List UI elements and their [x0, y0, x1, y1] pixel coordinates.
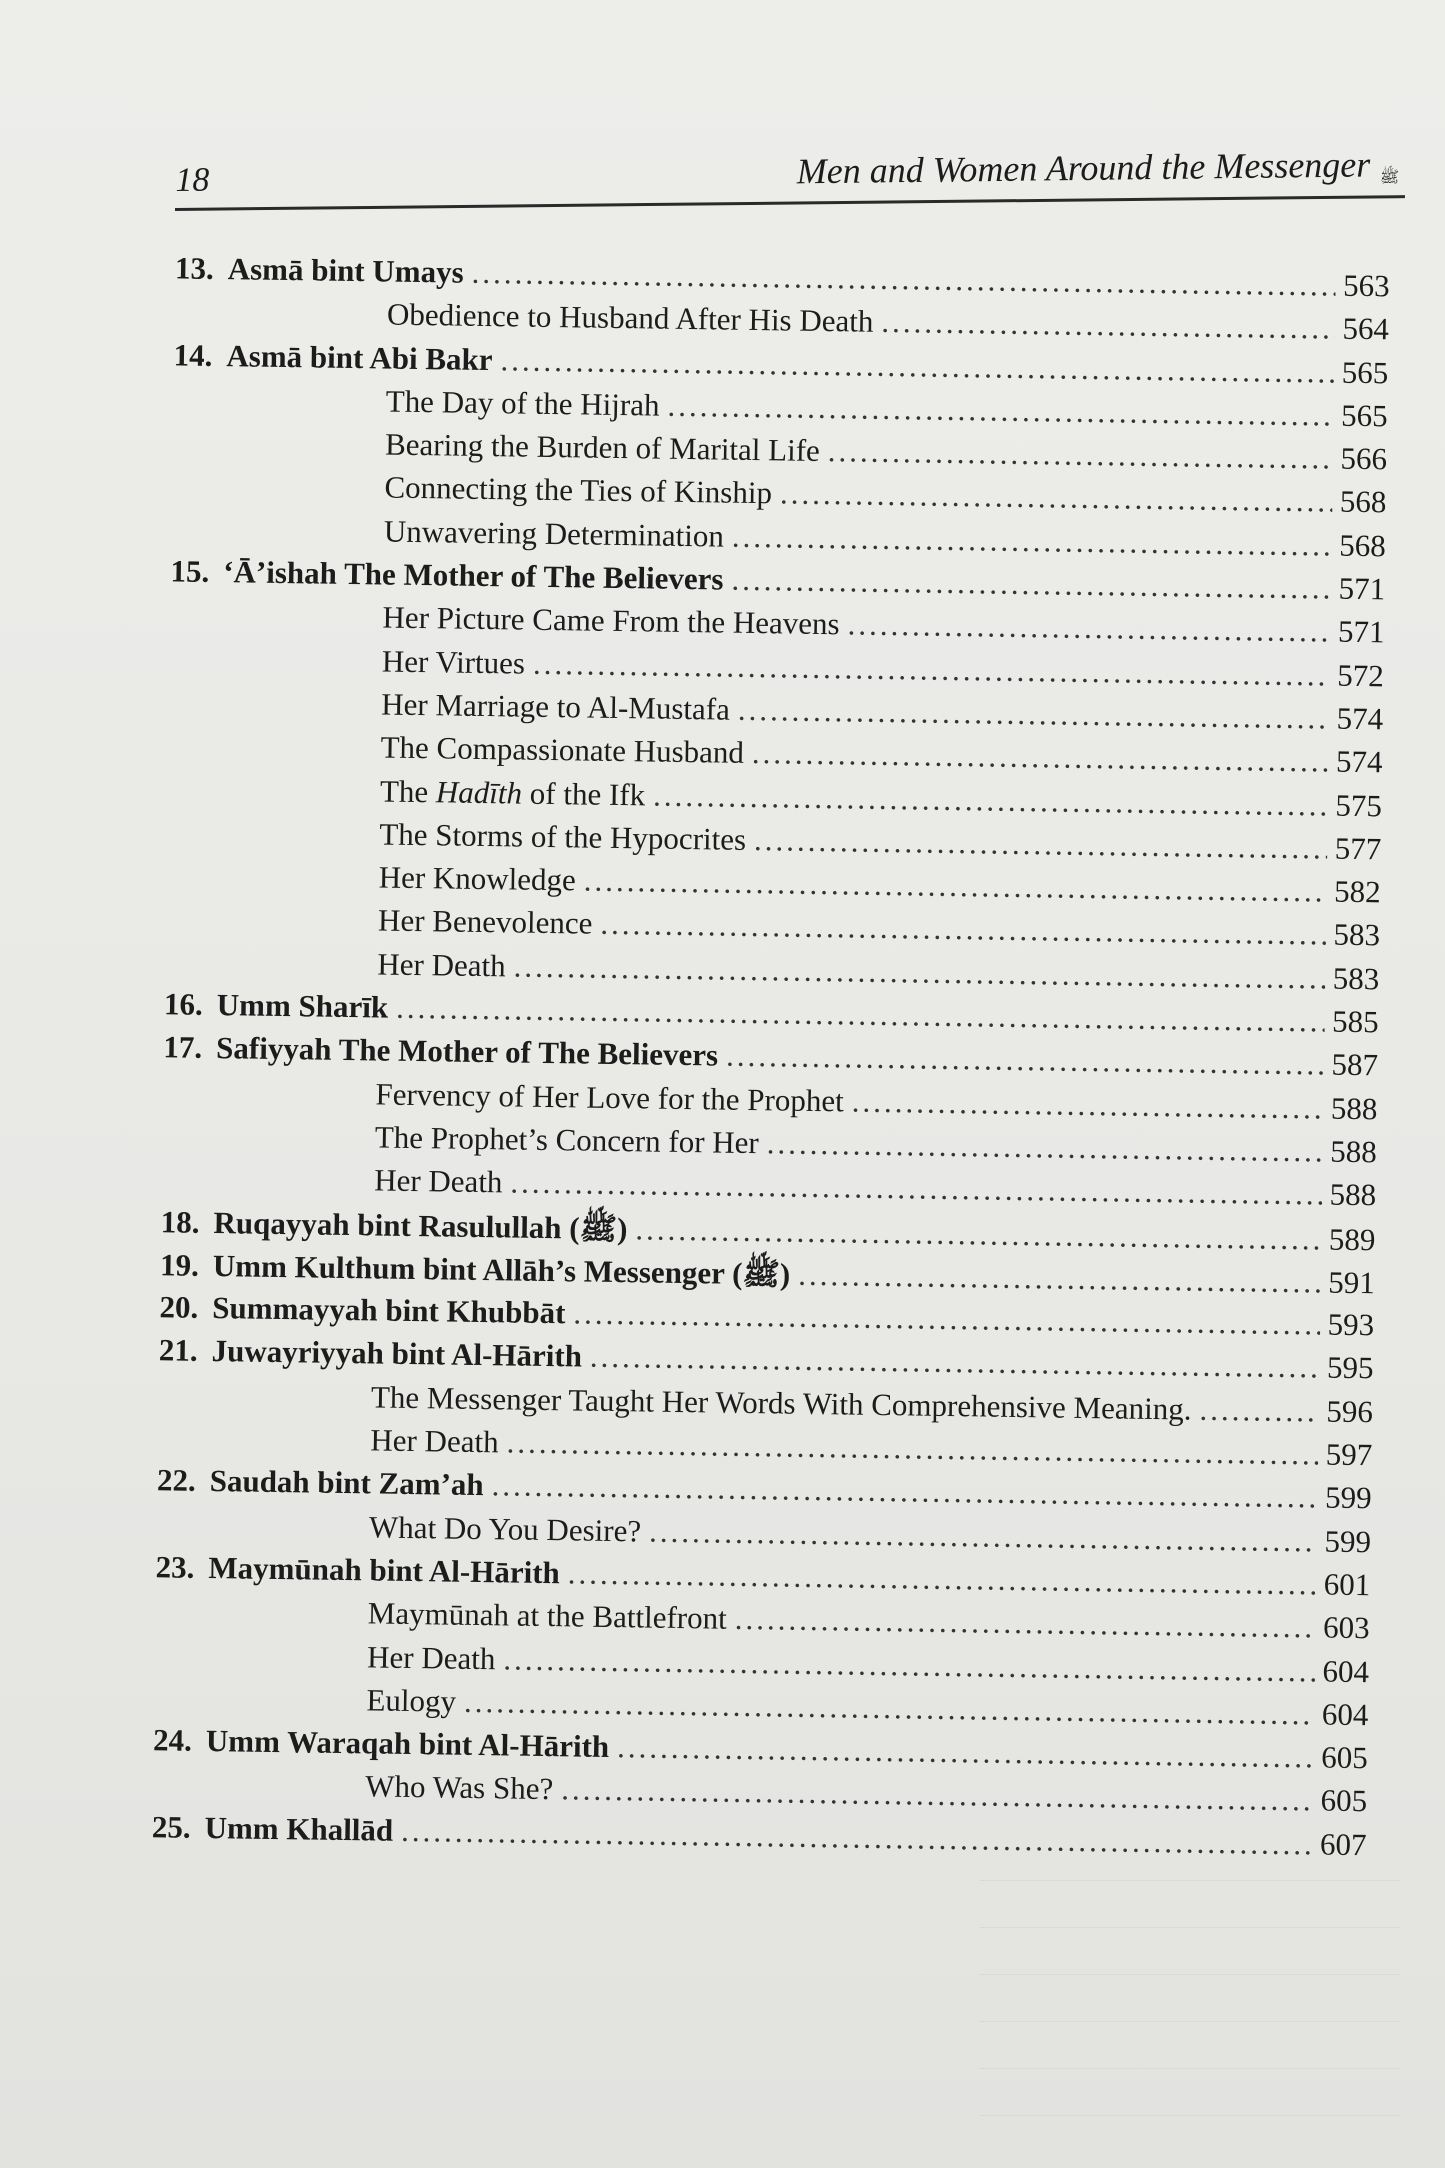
toc-entry-number — [141, 841, 219, 842]
toc-entry-title: Connecting the Ties of Kinship — [384, 469, 773, 511]
toc-entry-title: The Hadīth of the Ifk — [379, 773, 646, 812]
toc-entry-title: What Do You Desire? — [368, 1509, 642, 1549]
toc-entry-number: 17. — [163, 1029, 203, 1066]
toc-entry-number — [132, 1447, 210, 1448]
toc-entry-title: Juwayriyyah bint Al-Hārith — [211, 1333, 583, 1374]
toc-entry-page: 571 — [1337, 614, 1385, 650]
toc-entry-number: 20. — [159, 1289, 199, 1325]
dot-leader — [767, 1125, 1323, 1169]
toc-entry-page: 565 — [1341, 354, 1389, 390]
toc-entry-page: 568 — [1339, 484, 1387, 520]
table-of-contents — [126, 250, 1390, 1870]
toc-entry-page: 583 — [1333, 917, 1381, 953]
toc-entry-number — [149, 321, 227, 322]
toc-entry-page: 597 — [1325, 1436, 1373, 1473]
toc-entry-number — [137, 1101, 215, 1102]
show-through-text — [980, 1840, 1400, 2140]
toc-entry-title: Her Death — [377, 946, 506, 984]
toc-entry-page: 591 — [1328, 1264, 1376, 1301]
toc-entry-title: Asmā bint Umays — [227, 251, 464, 290]
toc-entry-page: 574 — [1335, 743, 1383, 780]
toc-entry-page: 595 — [1326, 1350, 1374, 1386]
dot-leader — [471, 255, 1335, 304]
toc-entry-number: 23. — [155, 1549, 195, 1585]
toc-entry-page: 603 — [1322, 1609, 1370, 1646]
toc-entry-number — [131, 1533, 209, 1534]
toc-entry-title: Unwavering Determination — [383, 513, 725, 554]
toc-entry-page: 565 — [1340, 397, 1388, 434]
toc-entry-number: 15. — [170, 553, 210, 589]
toc-entry-number — [128, 1707, 206, 1708]
toc-entry-title: Umm Kulthum bint Allāh’s Messenger (ﷺ) — [212, 1247, 791, 1292]
toc-entry-title: The Storms of the Hypocrites — [379, 816, 747, 857]
toc-entry-page: 607 — [1319, 1826, 1367, 1862]
toc-entry-number: 21. — [158, 1332, 198, 1369]
dot-leader — [828, 433, 1333, 476]
dot-leader — [731, 562, 1331, 607]
toc-entry-number — [139, 971, 217, 972]
toc-entry-title: Her Benevolence — [377, 902, 593, 942]
toc-entry-number — [141, 884, 219, 885]
dot-leader — [635, 1211, 1321, 1257]
dot-leader — [1199, 1391, 1318, 1429]
toc-entry-number — [129, 1663, 207, 1664]
toc-entry-page: 587 — [1331, 1046, 1379, 1083]
toc-entry-page: 604 — [1322, 1653, 1370, 1689]
dot-leader — [734, 1601, 1315, 1646]
dot-leader — [752, 735, 1329, 780]
toc-entry-page: 568 — [1338, 527, 1387, 564]
toc-entry-number — [140, 927, 218, 928]
toc-entry-page: 564 — [1342, 310, 1390, 347]
toc-entry-title: Umm Sharīk — [216, 987, 389, 1025]
toc-entry-title: The Compassionate Husband — [380, 729, 745, 771]
toc-entry-number — [142, 798, 220, 799]
toc-entry-page: 605 — [1320, 1782, 1368, 1819]
toc-entry-number — [146, 494, 224, 495]
toc-entry-number: 16. — [163, 986, 204, 1022]
toc-entry-title: Umm Khallād — [204, 1809, 394, 1848]
toc-entry-title: Fervency of Her Love for the Prophet — [375, 1076, 845, 1119]
toc-entry-page: 593 — [1327, 1306, 1375, 1343]
toc-entry-page: 604 — [1321, 1696, 1369, 1733]
dot-leader — [754, 822, 1327, 866]
dot-leader — [780, 476, 1332, 520]
toc-entry-title: Maymūnah bint Al-Hārith — [208, 1549, 561, 1591]
dot-leader — [851, 1083, 1323, 1126]
toc-entry-title: Umm Waraqah bint Al-Hārith — [205, 1723, 610, 1765]
toc-entry-number — [146, 538, 224, 539]
toc-entry-title: Saudah bint Zam’ah — [209, 1463, 484, 1503]
toc-entry-title: Bearing the Burden of Marital Life — [384, 426, 821, 469]
toc-entry-page: 571 — [1338, 570, 1386, 607]
toc-entry-page: 599 — [1324, 1479, 1372, 1516]
toc-entry-title: Ruqayyah bint Rasulullah (ﷺ) — [213, 1204, 628, 1246]
toc-entry-page: 605 — [1321, 1739, 1369, 1776]
toc-entry-number — [144, 624, 222, 625]
toc-entry-page: 588 — [1330, 1090, 1378, 1126]
toc-entry-number: 18. — [160, 1203, 200, 1240]
toc-entry-number — [148, 408, 226, 409]
toc-entry-title: The Messenger Taught Her Words With Comprehensive Meaning. — [370, 1379, 1192, 1427]
toc-entry-title: Maymūnah at the Battlefront — [367, 1595, 728, 1636]
toc-entry-page: 566 — [1340, 440, 1388, 477]
dot-leader — [732, 518, 1332, 563]
toc-entry-number — [137, 1144, 215, 1145]
book-title: Men and Women Around the Messenger — [796, 144, 1371, 192]
toc-entry-number — [127, 1793, 205, 1794]
toc-entry-title: ‘Ā’ishah The Mother of The Believers — [222, 554, 724, 597]
toc-entry-title: The Day of the Hijrah — [385, 383, 660, 423]
dot-leader — [798, 1257, 1321, 1301]
page-number: 18 — [175, 161, 210, 199]
dot-leader — [726, 1038, 1324, 1083]
toc-entry-title: Asmā bint Abi Bakr — [226, 337, 493, 377]
toc-entry-page: 574 — [1336, 700, 1384, 737]
toc-entry-number — [144, 668, 222, 669]
toc-entry-number: 19. — [159, 1247, 200, 1283]
dot-leader — [738, 692, 1329, 737]
toc-entry-title: Eulogy — [366, 1682, 457, 1719]
toc-entry-title: Her Death — [370, 1422, 499, 1460]
toc-entry-number: 14. — [173, 336, 213, 373]
toc-entry-page: 563 — [1342, 267, 1390, 304]
toc-entry-number — [130, 1620, 208, 1621]
toc-entry-page: 577 — [1334, 830, 1382, 867]
toc-entry-number: 25. — [151, 1808, 191, 1845]
toc-entry-title: Her Death — [366, 1638, 496, 1676]
toc-entry-page: 585 — [1331, 1003, 1379, 1040]
toc-entry-number: 24. — [152, 1722, 193, 1758]
toc-entry-page: 588 — [1330, 1133, 1378, 1170]
toc-entry-number: 22. — [156, 1462, 197, 1499]
toc-entry-page: 589 — [1328, 1221, 1376, 1257]
toc-entry-page: 588 — [1329, 1176, 1377, 1213]
toc-entry-title: Obedience to Husband After His Death — [386, 296, 874, 340]
toc-entry-number: 13. — [174, 250, 214, 286]
toc-entry-title: Her Virtues — [381, 643, 526, 681]
prophet-seal-icon: ﷺ — [1379, 169, 1400, 187]
toc-entry-title: Summayyah bint Khubbāt — [212, 1290, 566, 1331]
toc-entry-number — [136, 1187, 214, 1188]
toc-entry-title: Her Marriage to Al-Mustafa — [381, 686, 731, 727]
toc-entry-number — [143, 711, 221, 712]
toc-entry-page: 582 — [1333, 873, 1381, 910]
toc-entry-page: 601 — [1323, 1566, 1371, 1603]
toc-entry-title: Safiyyah The Mother of The Believers — [215, 1030, 719, 1073]
toc-entry-title: Her Death — [373, 1162, 503, 1200]
toc-entry-page: 596 — [1326, 1393, 1374, 1429]
toc-entry-page: 599 — [1324, 1523, 1372, 1559]
toc-entry-page: 572 — [1337, 657, 1385, 694]
toc-entry-number — [143, 754, 221, 755]
toc-entry-title: The Prophet’s Concern for Her — [374, 1119, 760, 1161]
toc-entry-number — [133, 1404, 211, 1405]
dot-leader — [847, 607, 1330, 650]
toc-entry-title: Her Knowledge — [378, 859, 577, 898]
toc-entry-number — [147, 451, 225, 452]
toc-entry-title: Her Picture Came From the Heavens — [382, 599, 840, 642]
toc-entry-page: 583 — [1332, 960, 1380, 997]
toc-entry-page: 575 — [1335, 787, 1383, 823]
dot-leader — [881, 304, 1335, 347]
toc-entry-title: Who Was She? — [364, 1768, 554, 1807]
